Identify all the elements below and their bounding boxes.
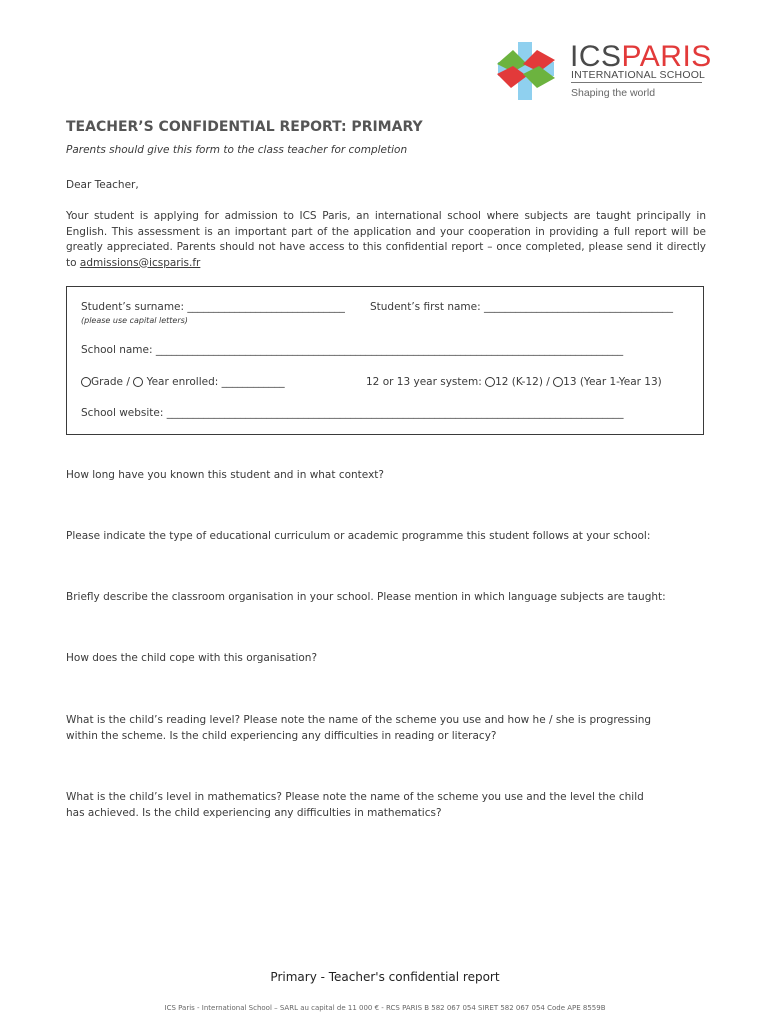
system-12-radio[interactable] bbox=[485, 377, 495, 387]
admissions-email-link[interactable]: admissions@icsparis.fr bbox=[79, 256, 201, 269]
logo-divider bbox=[571, 82, 702, 83]
logo-brand-ics: ICS bbox=[570, 40, 622, 73]
question-classroom-organisation: Briefly describe the classroom organisation in your school. Please mention in which language subjects are taught: bbox=[66, 591, 666, 603]
system-12-label: 12 (K-12) / bbox=[495, 376, 550, 388]
intro-text: Your student is applying for admission to ICS Paris, an international school where subjects are taught principally in English. This assessment is an important part of the application and your cooperation in providing a full report will be greatly appreciated. Parents should not have access to this confidential report – once completed, please send it directly to bbox=[66, 210, 706, 269]
question-maths-line2: has achieved. Is the child experiencing any difficulties in mathematics? bbox=[66, 807, 442, 819]
grade-radio[interactable] bbox=[81, 377, 91, 387]
question-maths-line1: What is the child’s level in mathematics? Please note the name of the scheme you use and the level the child bbox=[66, 791, 644, 803]
footer-title: Primary - Teacher's confidential report bbox=[270, 970, 500, 984]
first-name-field[interactable]: Student’s first name: ____________________________________ bbox=[370, 301, 673, 313]
year-enrolled-field[interactable]: Year enrolled: ____________ bbox=[146, 376, 285, 388]
system-13-label: 13 (Year 1-Year 13) bbox=[563, 376, 662, 388]
question-reading-line1: What is the child’s reading level? Please note the name of the scheme you use and how he / she is progressing bbox=[66, 714, 652, 726]
surname-field[interactable]: Student’s surname: ______________________________ bbox=[81, 301, 345, 313]
question-curriculum: Please indicate the type of educational curriculum or academic programme this student follows at your school: bbox=[66, 530, 651, 542]
school-website-field[interactable]: School website: _______________________________________________________________________________________ bbox=[81, 407, 624, 419]
system-label: 12 or 13 year system: bbox=[366, 376, 482, 388]
question-coping: How does the child cope with this organisation? bbox=[66, 652, 318, 664]
page-subtitle: Parents should give this form to the class teacher for completion bbox=[66, 144, 408, 156]
grade-label: Grade / bbox=[91, 376, 130, 388]
greeting: Dear Teacher, bbox=[66, 179, 139, 191]
capital-letters-note: (please use capital letters) bbox=[81, 316, 188, 325]
logo-brand-paris: PARIS bbox=[621, 40, 712, 73]
grade-year-row bbox=[81, 375, 285, 391]
year-radio[interactable] bbox=[133, 377, 143, 387]
system-13-radio[interactable] bbox=[553, 377, 563, 387]
question-reading-line2: within the scheme. Is the child experiencing any difficulties in reading or literacy? bbox=[66, 730, 497, 742]
question-known-duration: How long have you known this student and in what context? bbox=[66, 469, 384, 481]
footer-legal-note: ICS Paris - International School – SARL au capital de 11 000 € - RCS PARIS B 582 067 054 SIRET 582 067 054 Code APE 8559B bbox=[164, 1004, 606, 1012]
logo-tagline: Shaping the world bbox=[571, 87, 656, 99]
page-title: TEACHER’S CONFIDENTIAL REPORT: PRIMARY bbox=[66, 119, 423, 135]
logo-subtitle: INTERNATIONAL SCHOOL bbox=[571, 69, 706, 81]
school-name-field[interactable]: School name: _________________________________________________________________________________________ bbox=[81, 344, 624, 356]
system-row bbox=[366, 375, 662, 391]
intro-paragraph bbox=[66, 209, 706, 271]
